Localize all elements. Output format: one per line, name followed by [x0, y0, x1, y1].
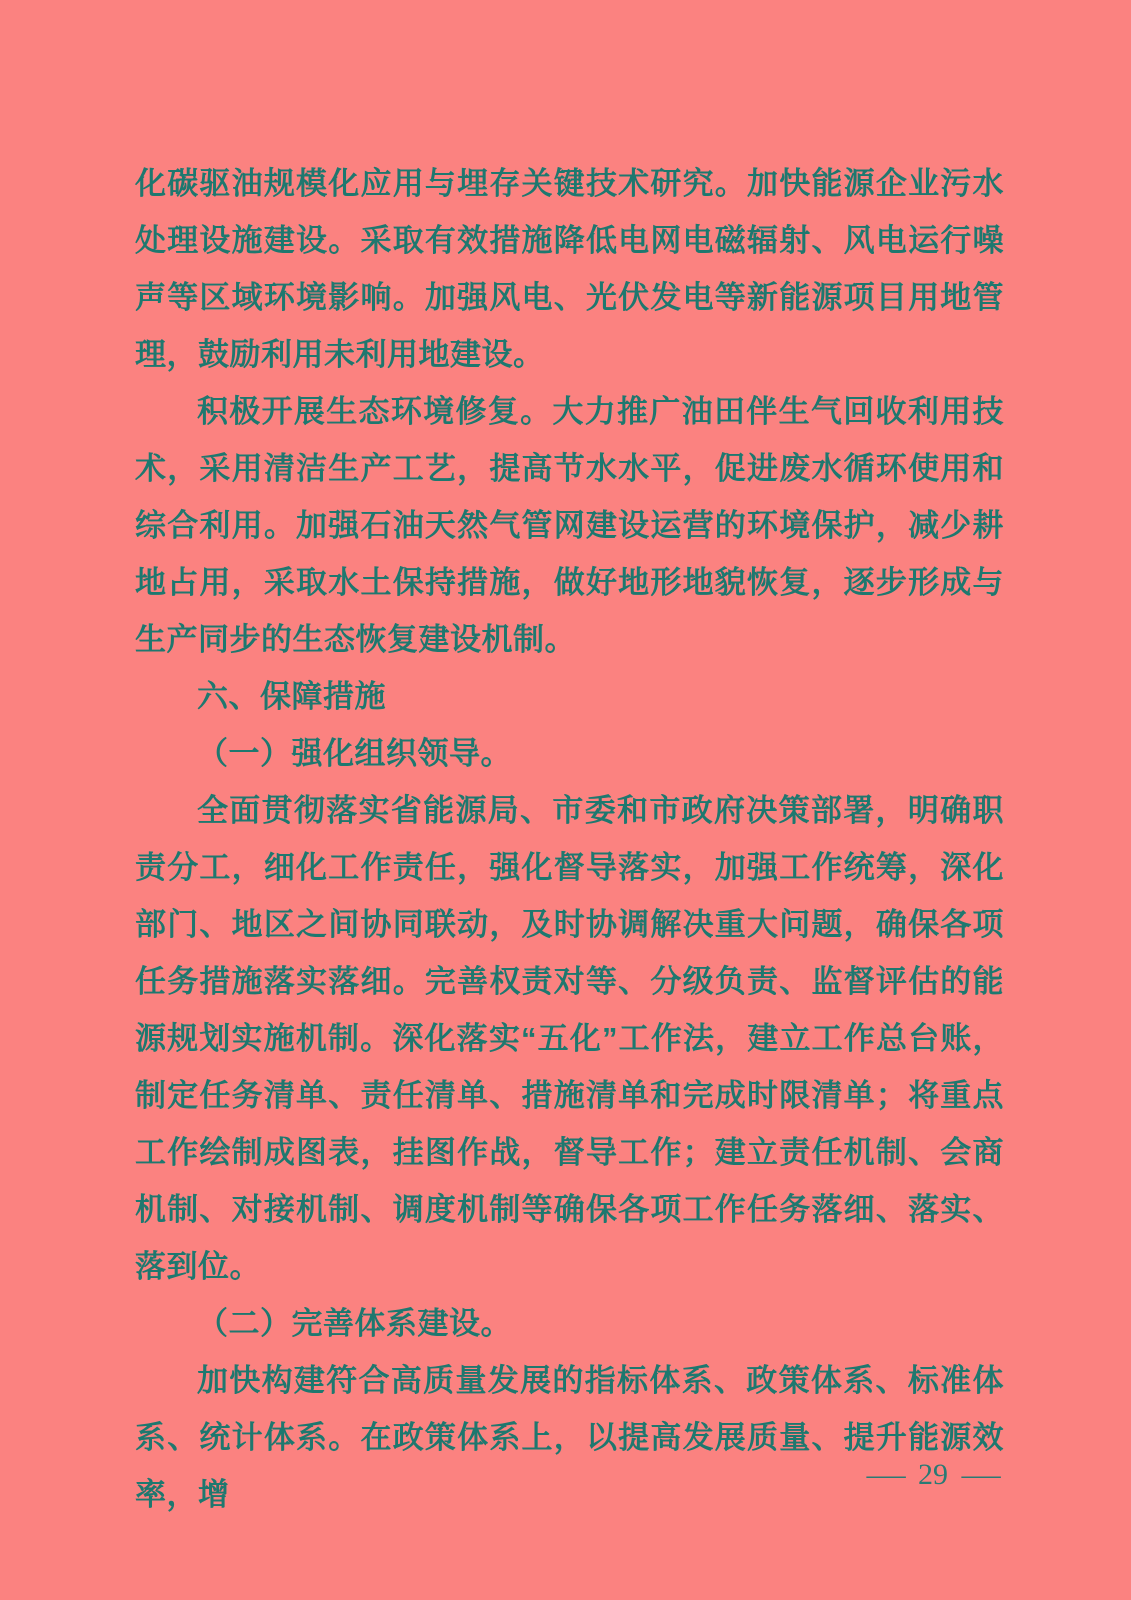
subsection-heading-system-building: （二）完善体系建设。 [197, 1306, 512, 1341]
paragraph-system-building-body: 加快构建符合高质量发展的指标体系、政策体系、标准体系、统计体系。在政策体系上，以提高发展质量、提升能源效率，增 [135, 1363, 1004, 1512]
paragraph-organizational-leadership-body: 全面贯彻落实省能源局、市委和市政府决策部署，明确职责分工，细化工作责任，强化督导落实，加强工作统筹，深化部门、地区之间协同联动，及时协调解决重大问题，确保各项任务措施落实落细。完善权责对等、分级负责、监督评估的能源规划实施机制。深化落实“五化”工作法，建立工作总台账，制定任务清单、责任清单、措施清单和完成时限清单；将重点工作绘制成图表，挂图作战，督导工作；建立责任机制、会商机制、对接机制、调度机制等确保各项工作任务落细、落实、落到位。 [135, 793, 1004, 1284]
subsection-heading-organizational-leadership: （一）强化组织领导。 [197, 736, 512, 771]
page-number: 29 [918, 1458, 948, 1491]
paragraph-ecological-restoration: 积极开展生态环境修复。大力推广油田伴生气回收利用技术，采用清洁生产工艺，提高节水水平，促进废水循环使用和综合利用。加强石油天然气管网建设运营的环境保护，减少耕地占用，采取水土保持措施，做好地形地貌恢复，逐步形成与生产同步的生态恢复建设机制。 [135, 394, 1004, 657]
paragraph-co2-continuation: 化碳驱油规模化应用与埋存关键技术研究。加快能源企业污水处理设施建设。采取有效措施降低电网电磁辐射、风电运行噪声等区域环境影响。加强风电、光伏发电等新能源项目用地管理，鼓励利用未利用地建设。 [135, 166, 1004, 372]
footer-right-dash: — [961, 1458, 1000, 1491]
footer-left-dash: — [866, 1458, 905, 1491]
document-body [135, 155, 1004, 1523]
page-footer [866, 1458, 1000, 1492]
section-heading-safeguard-measures: 六、保障措施 [197, 679, 386, 714]
